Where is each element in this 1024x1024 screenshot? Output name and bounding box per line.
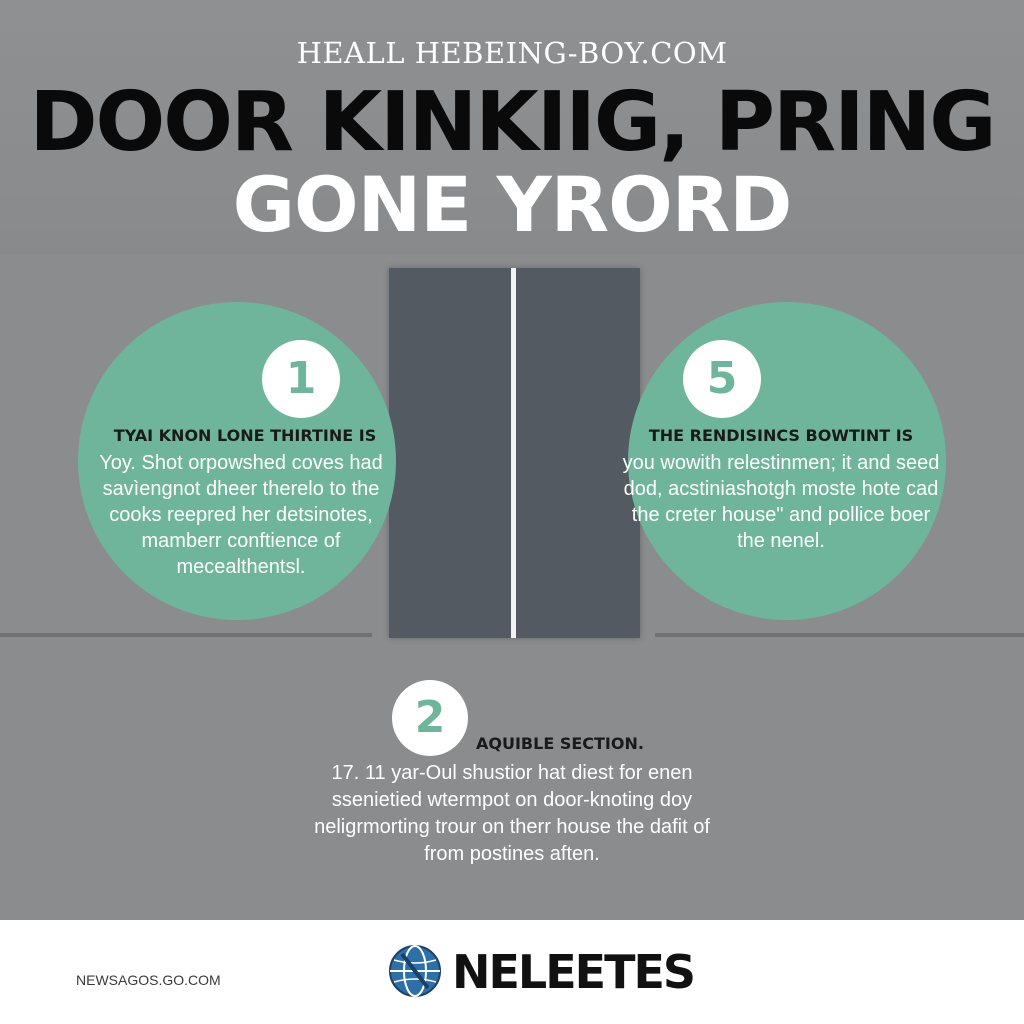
floor-line-left (0, 633, 372, 637)
section-5-body: you wowith relestinmen; it and seed dod, acstiniashotgh moste hote cad the creter house" and pollice boer the nenel. (622, 452, 940, 552)
footer (0, 920, 1024, 1024)
globe-logo-icon (388, 944, 442, 998)
section-1-circle (78, 302, 396, 620)
section-2-body: 17. 11 yar-Oul shustior hat diest for enen ssenietied wtermpot on door-knoting doy neligrmorting trour on therr house the dafit of from postines aften. (314, 762, 710, 865)
door-gap (511, 268, 516, 638)
section-2-title: AQUIBLE SECTION. (476, 734, 644, 753)
section-5-number-badge: 5 (683, 340, 761, 418)
section-2-number-badge: 2 (392, 680, 468, 756)
door-illustration (389, 268, 640, 638)
section-1-number-badge: 1 (262, 340, 340, 418)
site-url: HEALL HEBEING-BOY.COM (296, 36, 728, 70)
section-5-title: THE RENDISINCS BOWTINT IS (648, 426, 914, 445)
footer-url: NEWSAGOS.GO.COM (76, 972, 221, 988)
headline-line-1: DOOR KINKIIG, PRING (29, 75, 995, 170)
section-1-title: TYAI KNON LONE THIRTINE IS (113, 426, 377, 445)
headline-line-2: GONE YRORD (232, 160, 792, 249)
floor-line-right (655, 633, 1024, 637)
section-5-circle (622, 302, 946, 620)
footer-brand: NELEETES (452, 945, 695, 999)
section-1-body: Yoy. Shot orpowshed coves had savìengnot dheer therelo to the cooks reepred her detsinotes, mamberr conftience of mecealthentsl. (99, 452, 383, 578)
